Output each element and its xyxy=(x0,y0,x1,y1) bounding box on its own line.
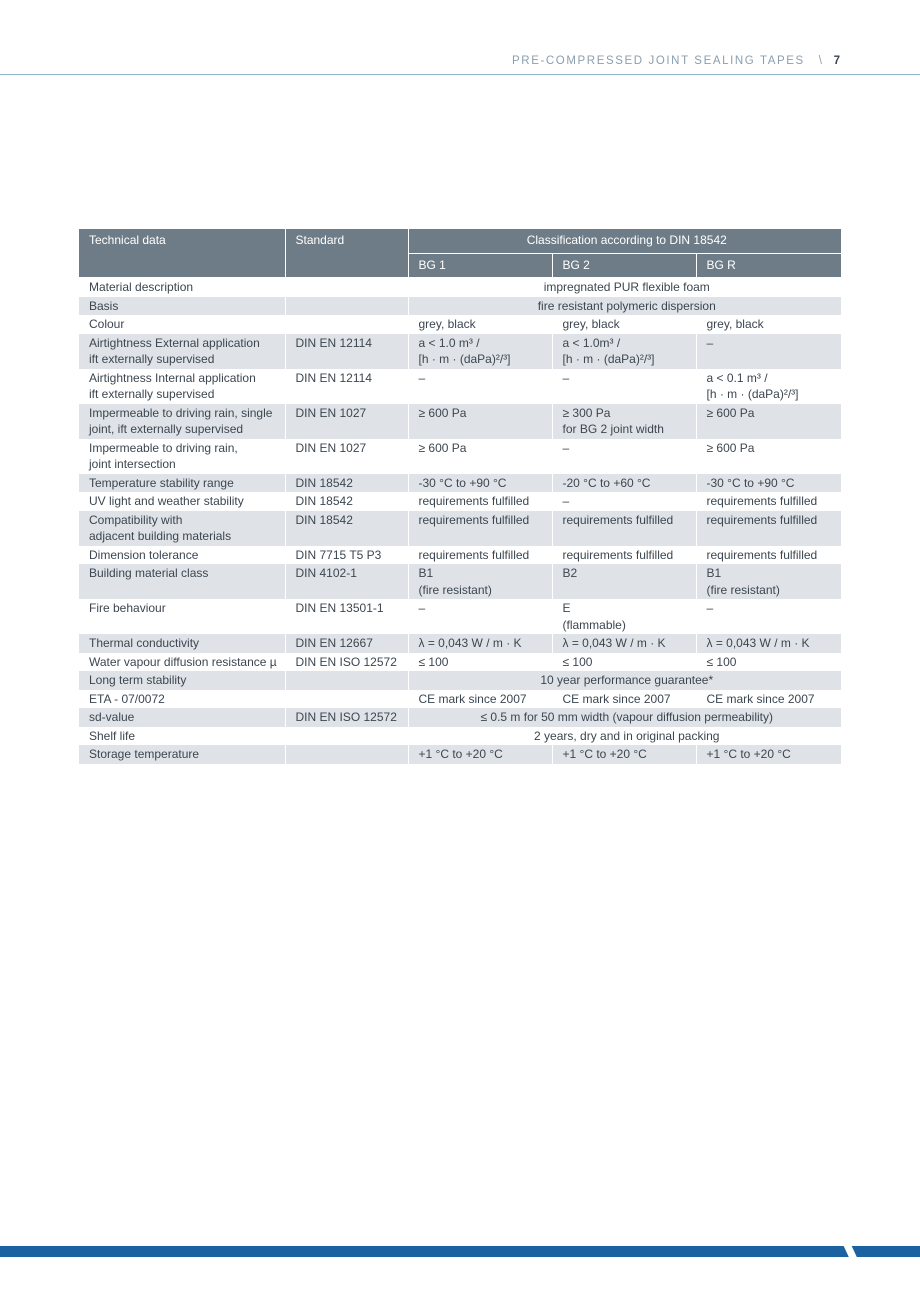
bg1-value xyxy=(408,492,552,511)
row-label-text-line2: adjacent building materials xyxy=(89,529,232,543)
page-number: 7 xyxy=(833,55,840,67)
row-standard xyxy=(285,745,408,764)
row-label xyxy=(79,634,285,653)
row-standard xyxy=(285,369,408,404)
row-value-all-classes-text: fire resistant polymeric dispersion xyxy=(537,298,716,313)
bgr-value-text: grey, black xyxy=(706,317,764,331)
row-label xyxy=(79,404,285,439)
bg2-value-text: ≤ 100 xyxy=(562,654,593,669)
bgr-value xyxy=(696,564,841,599)
bgr-value xyxy=(696,653,841,672)
bg1-value-text-line2: (fire resistant) xyxy=(418,582,492,597)
row-label-text: Long term stability xyxy=(89,673,187,687)
bg2-value-text-line2: for BG 2 joint width xyxy=(562,422,664,436)
table-row xyxy=(79,511,841,546)
table-row xyxy=(79,278,841,297)
bg2-value-text: -20 °C to +60 °C xyxy=(562,475,651,490)
table-row xyxy=(79,671,841,690)
bg2-value xyxy=(552,546,696,565)
table-row xyxy=(79,653,841,672)
bg1-value-text: requirements fulfilled xyxy=(418,547,530,562)
bg1-value xyxy=(408,690,552,709)
row-standard-text: DIN EN ISO 12572 xyxy=(295,654,397,669)
bg2-value xyxy=(552,334,696,369)
bg1-value xyxy=(408,334,552,369)
row-value-all-classes xyxy=(408,278,841,297)
row-standard-text: DIN EN 13501-1 xyxy=(295,601,384,615)
row-standard xyxy=(285,671,408,690)
technical-data-table xyxy=(79,229,841,764)
row-standard xyxy=(285,653,408,672)
bg1-value-text: grey, black xyxy=(418,317,476,331)
table-header-row xyxy=(79,229,841,253)
bg1-value xyxy=(408,745,552,764)
row-standard-text: DIN 7715 T5 P3 xyxy=(295,547,382,562)
bg1-value xyxy=(408,599,552,634)
bg2-value xyxy=(552,690,696,709)
table-row xyxy=(79,404,841,439)
row-standard xyxy=(285,278,408,297)
row-label-text-line2: ift externally supervised xyxy=(89,352,215,366)
row-label-text: Airtightness Internal application xyxy=(89,370,256,385)
header-bg2: BG 2 xyxy=(552,253,696,278)
row-label-text: Temperature stability range xyxy=(89,475,234,490)
row-standard-text: DIN 18542 xyxy=(295,494,353,508)
row-label-text: Basis xyxy=(89,298,119,313)
row-label xyxy=(79,278,285,297)
row-standard xyxy=(285,599,408,634)
row-standard xyxy=(285,404,408,439)
bgr-value xyxy=(696,369,841,404)
row-standard xyxy=(285,439,408,474)
bg1-value xyxy=(408,511,552,546)
row-standard xyxy=(285,474,408,493)
row-label xyxy=(79,653,285,672)
row-value-all-classes-text: impregnated PUR flexible foam xyxy=(543,280,710,294)
header-bgr: BG R xyxy=(696,253,841,278)
bg2-value xyxy=(552,404,696,439)
row-label-text: Building material class xyxy=(89,566,209,580)
row-standard-text: DIN EN 1027 xyxy=(295,405,367,420)
row-label-text: Airtightness External application xyxy=(89,335,260,350)
bgr-value-text-line2: (fire resistant) xyxy=(706,582,780,597)
bg2-value-text: – xyxy=(562,440,570,455)
row-label xyxy=(79,474,285,493)
bg1-value-text: a < 1.0 m³ / xyxy=(418,335,480,350)
row-label xyxy=(79,546,285,565)
bgr-value-text: requirements fulfilled xyxy=(706,494,818,508)
row-label-text: Compatibility with xyxy=(89,512,183,527)
row-standard-text: DIN 4102-1 xyxy=(295,566,357,580)
table-row xyxy=(79,492,841,511)
row-value-all-classes xyxy=(408,727,841,746)
header-classification: Classification according to DIN 18542 xyxy=(408,229,841,253)
table-row xyxy=(79,564,841,599)
row-standard xyxy=(285,564,408,599)
row-label xyxy=(79,511,285,546)
bg2-value xyxy=(552,315,696,334)
footer-bar xyxy=(0,1246,920,1257)
bg1-value xyxy=(408,564,552,599)
running-header xyxy=(512,55,840,67)
bg1-value xyxy=(408,546,552,565)
bg2-value xyxy=(552,369,696,404)
row-label xyxy=(79,492,285,511)
bgr-value xyxy=(696,492,841,511)
bg2-value xyxy=(552,492,696,511)
bgr-value xyxy=(696,546,841,565)
row-label-text: Thermal conductivity xyxy=(89,636,200,650)
row-value-all-classes xyxy=(408,297,841,316)
row-standard-text: DIN EN 1027 xyxy=(295,440,367,455)
table-row xyxy=(79,297,841,316)
row-label-text: Shelf life xyxy=(89,728,136,743)
row-value-all-classes xyxy=(408,671,841,690)
row-label-text: UV light and weather stability xyxy=(89,494,244,508)
row-label-text: Impermeable to driving rain, xyxy=(89,440,238,455)
bg2-value-text: a < 1.0m³ / xyxy=(562,335,621,350)
row-label-text: Colour xyxy=(89,317,125,331)
row-value-all-classes-text: ≤ 0.5 m for 50 mm width (vapour diffusion permeability) xyxy=(480,710,773,724)
bg2-value-text-line2: [h · m · (daPa)²/³] xyxy=(562,352,655,366)
row-standard-text: DIN 18542 xyxy=(295,512,353,527)
row-label-text: Storage temperature xyxy=(89,747,200,761)
bg1-value xyxy=(408,369,552,404)
table-row xyxy=(79,439,841,474)
row-standard xyxy=(285,511,408,546)
table-row xyxy=(79,315,841,334)
bg2-value xyxy=(552,511,696,546)
row-label xyxy=(79,599,285,634)
bgr-value-text: ≤ 100 xyxy=(706,654,737,669)
row-standard xyxy=(285,546,408,565)
table-row xyxy=(79,369,841,404)
row-standard xyxy=(285,297,408,316)
row-label-text-line2: joint intersection xyxy=(89,457,176,471)
row-label xyxy=(79,745,285,764)
row-label-text: Material description xyxy=(89,280,194,294)
bgr-value xyxy=(696,439,841,474)
row-standard xyxy=(285,634,408,653)
row-label-text: Impermeable to driving rain, single xyxy=(89,405,273,420)
bg2-value-text: CE mark since 2007 xyxy=(562,691,671,706)
bg2-value xyxy=(552,653,696,672)
bg1-value-text: CE mark since 2007 xyxy=(418,691,527,706)
row-standard xyxy=(285,492,408,511)
bgr-value-text: – xyxy=(706,601,714,615)
bg1-value-text: -30 °C to +90 °C xyxy=(418,475,507,490)
row-label-text: Dimension tolerance xyxy=(89,547,199,562)
header-bg1: BG 1 xyxy=(408,253,552,278)
row-label xyxy=(79,315,285,334)
row-label xyxy=(79,564,285,599)
table-row xyxy=(79,474,841,493)
table-row xyxy=(79,690,841,709)
row-standard xyxy=(285,315,408,334)
table-row xyxy=(79,745,841,764)
bg1-value xyxy=(408,404,552,439)
bg2-value-text: requirements fulfilled xyxy=(562,547,674,562)
row-standard xyxy=(285,727,408,746)
row-label xyxy=(79,439,285,474)
bg2-value-text: E xyxy=(562,601,571,615)
row-value-all-classes-text: 2 years, dry and in original packing xyxy=(534,728,720,743)
header-standard: Standard xyxy=(285,229,408,278)
row-label-text-line2: joint, ift externally supervised xyxy=(89,422,244,436)
bg2-value-text: requirements fulfilled xyxy=(562,512,674,527)
bgr-value xyxy=(696,511,841,546)
bg1-value-text: – xyxy=(418,370,426,385)
row-label xyxy=(79,671,285,690)
row-standard xyxy=(285,708,408,727)
bgr-value-text: B1 xyxy=(706,566,722,580)
bg1-value-text: – xyxy=(418,601,426,615)
running-header-title: PRE-COMPRESSED JOINT SEALING TAPES xyxy=(512,55,805,67)
row-label xyxy=(79,297,285,316)
bg2-value-text: λ = 0,043 W / m · K xyxy=(562,636,666,650)
bg1-value xyxy=(408,634,552,653)
bg1-value-text: B1 xyxy=(418,566,434,580)
bg2-value xyxy=(552,564,696,599)
header-rule xyxy=(0,74,920,75)
bg1-value xyxy=(408,315,552,334)
bgr-value xyxy=(696,599,841,634)
row-label xyxy=(79,334,285,369)
bgr-value-text: λ = 0,043 W / m · K xyxy=(706,636,810,650)
bg2-value xyxy=(552,634,696,653)
bg2-value xyxy=(552,439,696,474)
row-standard-text: DIN EN 12667 xyxy=(295,636,373,650)
bgr-value-text: a < 0.1 m³ / xyxy=(706,370,768,385)
bgr-value-text: requirements fulfilled xyxy=(706,512,818,527)
bgr-value-text: ≥ 600 Pa xyxy=(706,405,755,420)
bgr-value xyxy=(696,690,841,709)
row-standard-text: DIN EN ISO 12572 xyxy=(295,710,397,724)
table-row xyxy=(79,334,841,369)
bgr-value xyxy=(696,315,841,334)
bg2-value-text: B2 xyxy=(562,566,578,580)
bgr-value-text: CE mark since 2007 xyxy=(706,691,815,706)
bg1-value-text: ≥ 600 Pa xyxy=(418,405,467,420)
bg1-value-text-line2: [h · m · (daPa)²/³] xyxy=(418,352,511,366)
table-row xyxy=(79,634,841,653)
bgr-value xyxy=(696,634,841,653)
bg1-value xyxy=(408,474,552,493)
bgr-value-text-line2: [h · m · (daPa)²/³] xyxy=(706,387,799,401)
row-value-all-classes xyxy=(408,708,841,727)
bgr-value-text: requirements fulfilled xyxy=(706,547,818,562)
bg2-value-text: grey, black xyxy=(562,317,620,331)
row-standard xyxy=(285,334,408,369)
bg1-value-text: ≥ 600 Pa xyxy=(418,440,467,455)
row-standard-text: DIN EN 12114 xyxy=(295,335,372,350)
table-row xyxy=(79,599,841,634)
bgr-value-text: – xyxy=(706,335,714,350)
row-label-text: sd-value xyxy=(89,710,135,724)
header-separator: \ xyxy=(818,55,824,67)
bgr-value xyxy=(696,745,841,764)
bg2-value xyxy=(552,599,696,634)
row-label xyxy=(79,369,285,404)
bg2-value-text: – xyxy=(562,370,570,385)
header-technical-data: Technical data xyxy=(79,229,285,278)
row-label xyxy=(79,727,285,746)
row-standard-text: DIN EN 12114 xyxy=(295,370,372,385)
row-label-text-line2: ift externally supervised xyxy=(89,387,215,401)
bg1-value-text: +1 °C to +20 °C xyxy=(418,747,503,761)
bg1-value xyxy=(408,653,552,672)
bg2-value-text: ≥ 300 Pa xyxy=(562,405,611,420)
row-standard-text: DIN 18542 xyxy=(295,475,353,490)
bgr-value-text: -30 °C to +90 °C xyxy=(706,475,795,490)
bg2-value xyxy=(552,474,696,493)
bg1-value xyxy=(408,439,552,474)
bg1-value-text: requirements fulfilled xyxy=(418,494,530,508)
table-row xyxy=(79,727,841,746)
bgr-value xyxy=(696,404,841,439)
bg2-value xyxy=(552,745,696,764)
bgr-value xyxy=(696,474,841,493)
row-label-text: ETA - 07/0072 xyxy=(89,691,165,706)
row-value-all-classes-text: 10 year performance guarantee* xyxy=(540,673,714,687)
bg1-value-text: λ = 0,043 W / m · K xyxy=(418,636,522,650)
row-standard xyxy=(285,690,408,709)
bg1-value-text: requirements fulfilled xyxy=(418,512,530,527)
bgr-value xyxy=(696,334,841,369)
table-row xyxy=(79,546,841,565)
bgr-value-text: ≥ 600 Pa xyxy=(706,440,755,455)
bg2-value-text: – xyxy=(562,494,570,508)
row-label-text: Water vapour diffusion resistance µ xyxy=(89,654,277,669)
row-label xyxy=(79,690,285,709)
row-label xyxy=(79,708,285,727)
bg1-value-text: ≤ 100 xyxy=(418,654,449,669)
row-label-text: Fire behaviour xyxy=(89,601,166,615)
bg2-value-text: +1 °C to +20 °C xyxy=(562,747,647,761)
bg2-value-text-line2: (flammable) xyxy=(562,617,626,632)
bgr-value-text: +1 °C to +20 °C xyxy=(706,747,791,761)
table-row xyxy=(79,708,841,727)
